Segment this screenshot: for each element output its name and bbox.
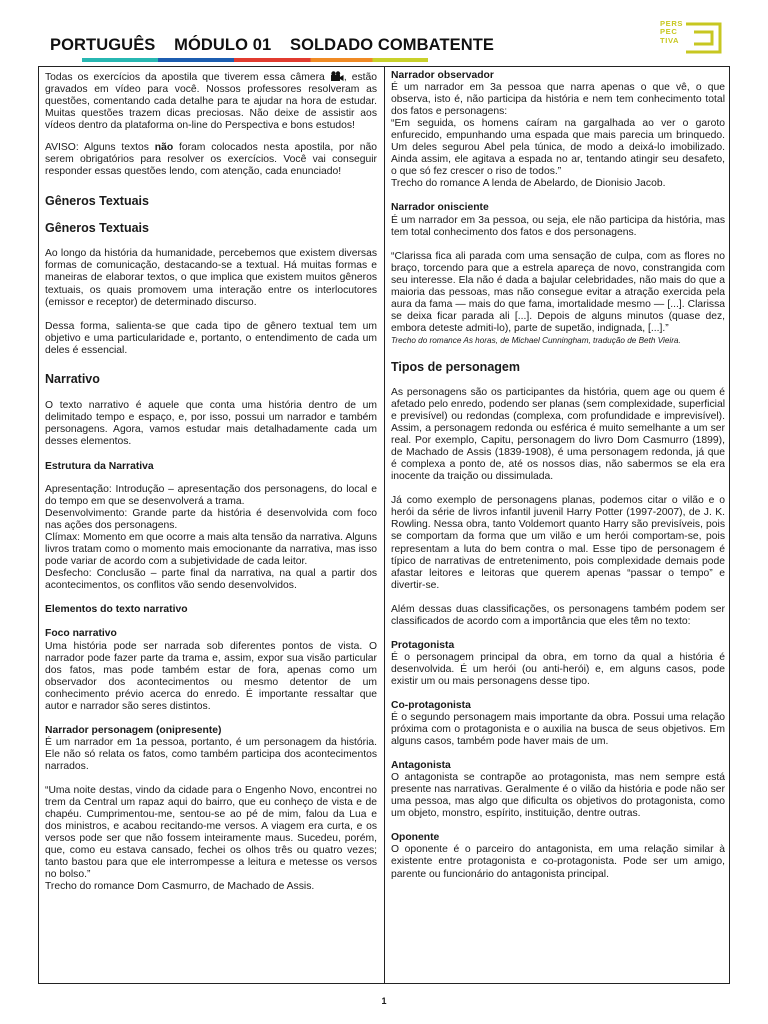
heading-co-protagonista: Co-protagonista <box>391 699 471 711</box>
quote-abelardo: “Em seguida, os homens caíram na gargalhada ao ver o garoto enfurecido, empunhando uma espada que mais parecia um brinquedo. Um deles segurou Abel pela túnica, de modo a deixá-lo imobilizado. Ainda assim, ele agitava a espada no ar, tentando atingir seu desafeto, o que só fez crescer o riso de todos.” <box>391 118 725 178</box>
logo-text <box>660 20 683 45</box>
aviso-paragraph <box>45 142 377 178</box>
tipos-paragraph-2: Já como exemplo de personagens planas, podemos citar o vilão e o herói da série de livros infantil juvenil Harry Potter (1997-2007), de J. K. Rowling. Nessa obra, tanto Voldemort quanto Harry são previsíveis, pois se comportam da forma que um vilão e um herói comportam-se, pois representam a luta do bem contra o mal. Esse tipo de personagem é típico de narrativas de entretenimento, pois complexidade demais pode afastar leitores e leitoras que querem apenas “passar o tempo” e divertir-se. <box>391 495 725 591</box>
aviso-text-b: foram colocados nesta apostila, por não serem obrigatórios para resolver os exercícios. Você vai conseguir responder essas questões lendo, com atenção, cada enunciado! <box>45 142 377 178</box>
source-clarissa: Trecho do romance As horas, de Michael Cunningham, tradução de Beth Vieira. <box>391 335 681 345</box>
page-header <box>38 27 730 64</box>
source-dom-casmurro: Trecho do romance Dom Casmurro, de Machado de Assis. <box>45 881 315 893</box>
protagonista-paragraph: É o personagem principal da obra, em torno da qual a história é desenvolvida. É um herói (ou anti-herói) e, em alguns casos, pode existir um ou mais personagens desse tipo. <box>391 651 725 687</box>
heading-estrutura: Estrutura da Narrativa <box>45 460 154 472</box>
logo-line-2: PEC <box>660 27 678 37</box>
quote-dom-casmurro: “Uma noite destas, vindo da cidade para o Engenho Novo, encontrei no trem da Central um rapaz aqui do bairro, que eu conheço de vista e de chapéu. Cumprimentou-me, sentou-se ao pé de mim, falou da Lua e dos ministros, e acabou recitando-me versos. A viagem era curta, e os versos pode ser que não fossem inteiramente maus. Sucedeu, porém, que, como eu estava cansado, fechei os olhos três ou quatro vezes; tanto bastou para que ele interrompesse a leitura e metesse os versos no bolso.” <box>45 784 377 881</box>
generos-paragraph-1: Ao longo da história da humanidade, percebemos que existem diversas formas de comunicação, destacando-se a textual. Há muitas formas e maneiras de elaborar textos, o que implica que existem muitos gêneros textuais, os quais promovem uma interação entre os interlocutores (emissor e receptor) de determinado discurso. <box>45 248 377 308</box>
heading-protagonista: Protagonista <box>391 639 455 651</box>
estrutura-item: Desenvolvimento: Grande parte da história é desenvolvida com foco nas ações dos personagens. <box>45 508 377 532</box>
heading-oponente: Oponente <box>391 832 440 844</box>
right-column <box>391 67 725 881</box>
foco-paragraph: Uma história pode ser narrada sob diferentes pontos de vista. O narrador pode fazer parte da trama e, assim, expor sua visão particular dos fatos, mas pode também estar de fora, apenas como um observador dos acontecimentos ou mesmo detentor de um conhecimento prévio acerca do enredo. É importante ressaltar que autor e narrador são seres distintos. <box>45 640 377 712</box>
logo-mark-icon <box>684 20 724 56</box>
content-frame <box>38 66 730 984</box>
antagonista-paragraph: O antagonista se contrapõe ao protagonista, mas nem sempre está presente nas narrativas. Geralmente é o vilão da história e pode não ser uma pessoa, mas algo que dificulta os objetivos do protagonista, como um objeto, monstro, espírito, instituição, dentre outras. <box>391 772 725 820</box>
header-subject: PORTUGUÊS <box>50 36 156 54</box>
oponente-paragraph: O oponente é o parceiro do antagonista, em uma relação similar à existente entre protagonista e co-protagonista. Pode ser um amigo, parente ou funcionário do antagonista principal. <box>391 844 725 880</box>
onisciente-paragraph: É um narrador em 3a pessoa, ou seja, ele não participa da história, mas tem total conhecimento dos fatos e dos personagens. <box>391 214 725 238</box>
logo-line-1: PERS <box>660 19 684 28</box>
heading-narrativo: Narrativo <box>45 371 100 386</box>
heading-generos-1: Gêneros Textuais <box>45 194 149 209</box>
heading-antagonista: Antagonista <box>391 760 451 772</box>
aviso-bold: não <box>154 142 174 154</box>
video-camera-icon <box>330 71 344 81</box>
heading-elementos: Elementos do texto narrativo <box>45 604 188 616</box>
quote-clarissa: “Clarissa fica ali parada com uma sensação de culpa, com as flores no braço, torcendo para que a estrela apareça de novo, constrangida com seu interesse. Ela não é dada a bajular celebridades, não mais do que a maioria das pessoas, mas não consegue evitar a atração exercida pela aura da fama — mais do que fama, imortalidade mesmo — [...]. Clarissa se deixa ficar parada ali [...]. Depois de alguns minutos (quase dez, embora deteste admiti-lo), parte de supetão, indignada, [...].” <box>391 250 725 334</box>
heading-narrador-onisciente: Narrador onisciente <box>391 202 489 214</box>
header-title <box>50 36 508 55</box>
heading-generos-2: Gêneros Textuais <box>45 221 149 236</box>
aviso-text-a: AVISO: Alguns textos <box>45 142 155 154</box>
perspectiva-logo <box>660 20 720 56</box>
header-module: MÓDULO 01 <box>174 36 272 54</box>
heading-narrador-observador: Narrador observador <box>391 70 494 81</box>
intro-text-a: Todas os exercícios da apostila que tiverem essa câmera <box>45 72 325 83</box>
tipos-paragraph-3: Além dessas duas classificações, os personagens também podem ser classificados de acordo com a importância que eles têm no texto: <box>391 603 725 627</box>
co-protagonista-paragraph: É o segundo personagem mais importante da obra. Possui uma relação próxima com o protagonista e o auxilia na busca de seus objetivos. Em alguns casos, também pode haver mais de um. <box>391 712 725 748</box>
logo-line-3: TIVA <box>660 35 680 45</box>
observador-paragraph: É um narrador em 3a pessoa que narra apenas o que vê, o que observa, isto é, não participa da história e nem tem conhecimento total dos fatos e personagens: <box>391 82 725 118</box>
estrutura-item: Apresentação: Introdução – apresentação dos personagens, do local e do tempo em que se desenvolverá a trama. <box>45 483 377 508</box>
estrutura-item: Desfecho: Conclusão – parte final da narrativa, na qual a partir dos acontecimentos, os conflitos vão sendo desenvolvidos. <box>45 568 377 592</box>
heading-tipos-personagem: Tipos de personagem <box>391 359 520 374</box>
narrativo-paragraph: O texto narrativo é aquele que conta uma história dentro de um delimitado tempo e espaço, e, por isso, possui um narrador e também personagens. Agora, vamos estudar mais detalhadamente cada um desses elementos. <box>45 399 377 447</box>
source-abelardo: Trecho do romance A lenda de Abelardo, de Dionisio Jacob. <box>391 178 666 190</box>
estrutura-item: Clímax: Momento em que ocorre a mais alta tensão da narrativa. Alguns livros tratam como o momento mais emocionante da narrativa, mas isso pode variar de acordo com a subjetividade de cada leitor. <box>45 532 377 568</box>
generos-paragraph-2: Dessa forma, salienta-se que cada tipo de gênero textual tem um objetivo e uma particularidade e, portanto, o entendimento de cada um deles é essencial. <box>45 320 377 356</box>
intro-paragraph <box>45 71 377 132</box>
tipos-paragraph-1: As personagens são os participantes da história, quem age ou quem é afetado pelo enredo, podendo ser planas (sem complexidade, superficial e previsível) ou redondas (complexa, com profundidade e imprevisível). Assim, a personagem redonda ou esférica é muito semelhante a um ser real. Por exemplo, Capitu, personagem do livro Dom Casmurro (1899), de Machado de Assis (1839-1908), é uma personagem redonda, já que é complexa a ponto de, até os nossos dias, não sabermos se ela era inocente da traição ou dissimulada. <box>391 386 725 483</box>
header-color-stripe <box>82 58 428 62</box>
heading-narrador-personagem: Narrador personagem (onipresente) <box>45 724 222 736</box>
page-number: 1 <box>381 996 387 1006</box>
narrador-personagem-paragraph: É um narrador em 1a pessoa, portanto, é um personagem da história. Ele não só relata os fatos, como também participa dos acontecimentos narrados. <box>45 736 377 772</box>
left-column <box>45 67 377 893</box>
column-divider <box>384 67 385 983</box>
heading-foco: Foco narrativo <box>45 628 117 640</box>
header-course: SOLDADO COMBATENTE <box>289 36 495 54</box>
intro-text-b: , estão gravados em vídeo para você. Nossos professores resolveram as questões, comentando cada detalhe para te ajudar na hora de estudar. Muitas questões trazem dicas preciosas. Não deixe de assistir aos vídeos dentro da plataforma on-line do Perspectiva e bons estudos! <box>45 72 377 132</box>
